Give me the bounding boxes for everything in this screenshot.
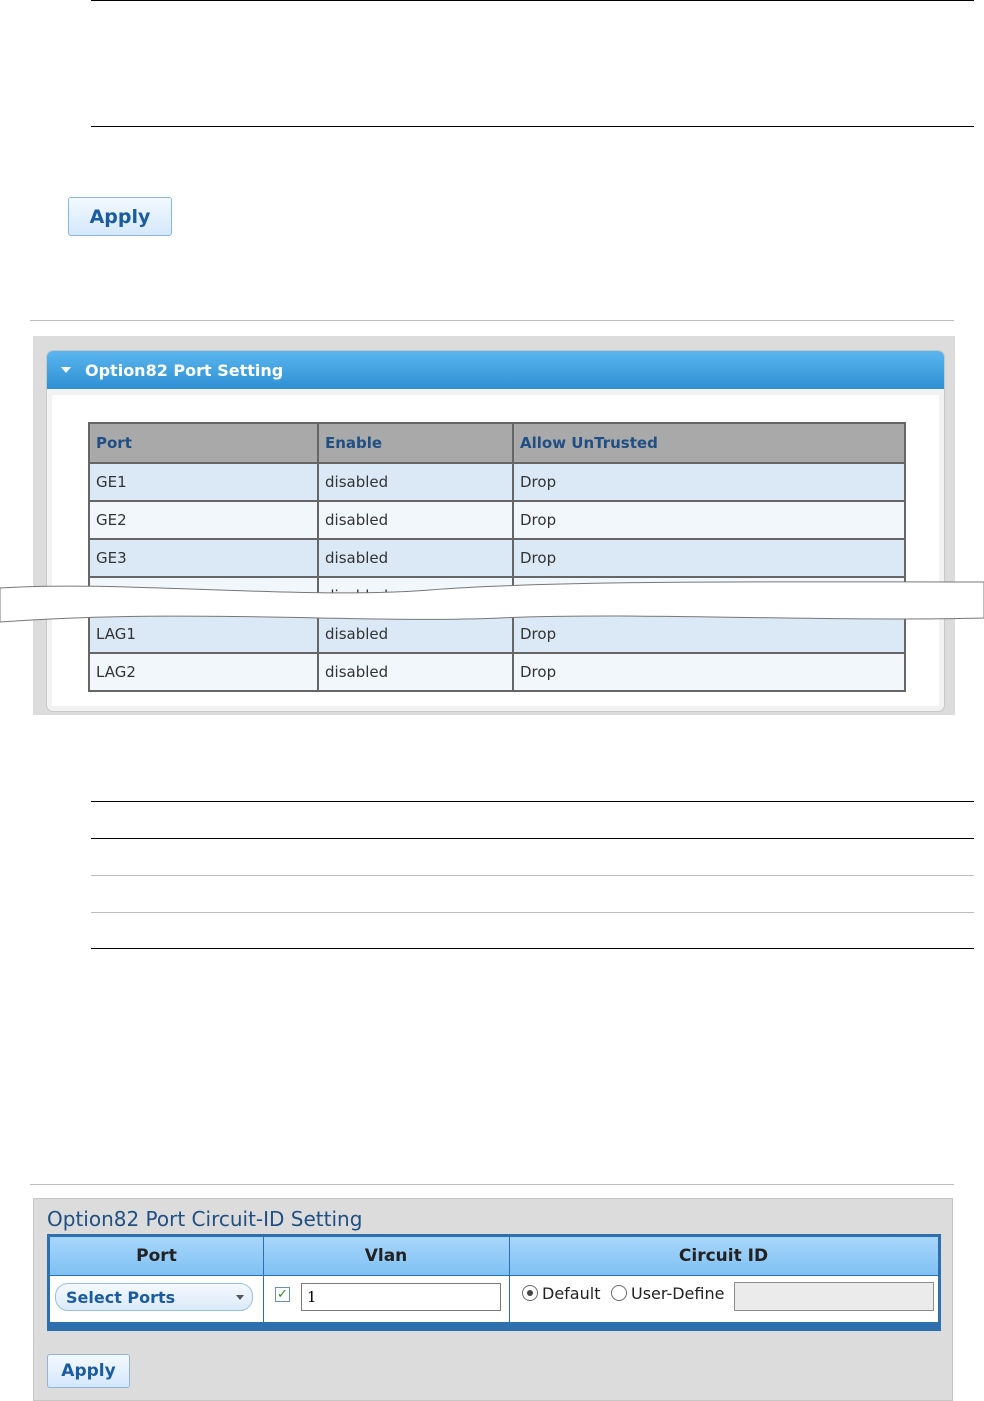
column-header-circuit-id: Circuit ID [678,1246,769,1266]
column-header-vlan: Vlan [364,1246,408,1266]
circuit-id-apply-button[interactable]: Apply [47,1354,130,1388]
table-rule [91,948,974,949]
section-divider [30,320,954,321]
column-separator [263,1237,264,1322]
column-header-port: Port [136,1246,177,1266]
cell-port: GE3 [89,539,318,577]
cell-port: GE1 [89,463,318,501]
column-separator [509,1237,510,1322]
vlan-checkbox[interactable]: ✓ [275,1287,290,1302]
table-rule [91,875,974,876]
select-ports-label: Select Ports [66,1287,176,1307]
cell-allow: Drop [513,653,905,691]
column-header-enable: Enable [318,423,513,463]
column-header-port: Port [89,423,318,463]
cell-port: LAG1 [89,615,318,653]
cell-enable: disabled [318,501,513,539]
table-rule-top [91,0,974,1]
cell-port: LAG2 [89,653,318,691]
cell-allow: Drop [513,615,905,653]
chevron-down-icon [236,1295,244,1300]
cell-enable: disabled [318,615,513,653]
circuit-id-table [47,1234,941,1331]
cell-allow: Drop [513,501,905,539]
table-rule [91,801,974,802]
section-divider [30,1184,954,1185]
table-row[interactable] [89,463,905,501]
default-radio-label: Default [542,1284,601,1303]
cell-enable: disabled [318,539,513,577]
table-rule-bottom [91,126,974,127]
cell-allow: Drop [513,463,905,501]
port-setting-table [88,422,906,692]
panel-title: Option82 Port Setting [85,360,284,380]
user-define-radio[interactable] [611,1285,627,1301]
port-setting-panel [46,350,945,712]
cell-enable: disabled [318,653,513,691]
user-define-input[interactable] [734,1282,934,1311]
table-break-graphic [0,578,984,628]
panel-header[interactable] [47,351,944,389]
panel-body [52,395,939,706]
user-define-radio-label: User-Define [631,1284,725,1303]
table-row[interactable] [89,653,905,691]
table-rule [91,838,974,839]
collapse-arrow-icon[interactable] [61,367,71,373]
port-setting-frame [33,336,955,715]
cell-port: GE2 [89,501,318,539]
cell-allow: Drop [513,539,905,577]
table-row[interactable] [89,501,905,539]
table-rule [91,912,974,913]
header-divider [50,1275,938,1276]
circuit-id-frame [33,1198,953,1401]
circuit-id-title: Option82 Port Circuit-ID Setting [47,1207,363,1231]
table-row[interactable] [89,539,905,577]
vlan-input[interactable]: 1 [301,1283,501,1311]
select-ports-dropdown[interactable] [55,1283,253,1311]
column-header-allow-untrusted: Allow UnTrusted [513,423,905,463]
cell-enable: disabled [318,463,513,501]
default-radio[interactable] [522,1285,538,1301]
table-footer-bar [50,1322,938,1328]
apply-button[interactable]: Apply [68,197,172,236]
